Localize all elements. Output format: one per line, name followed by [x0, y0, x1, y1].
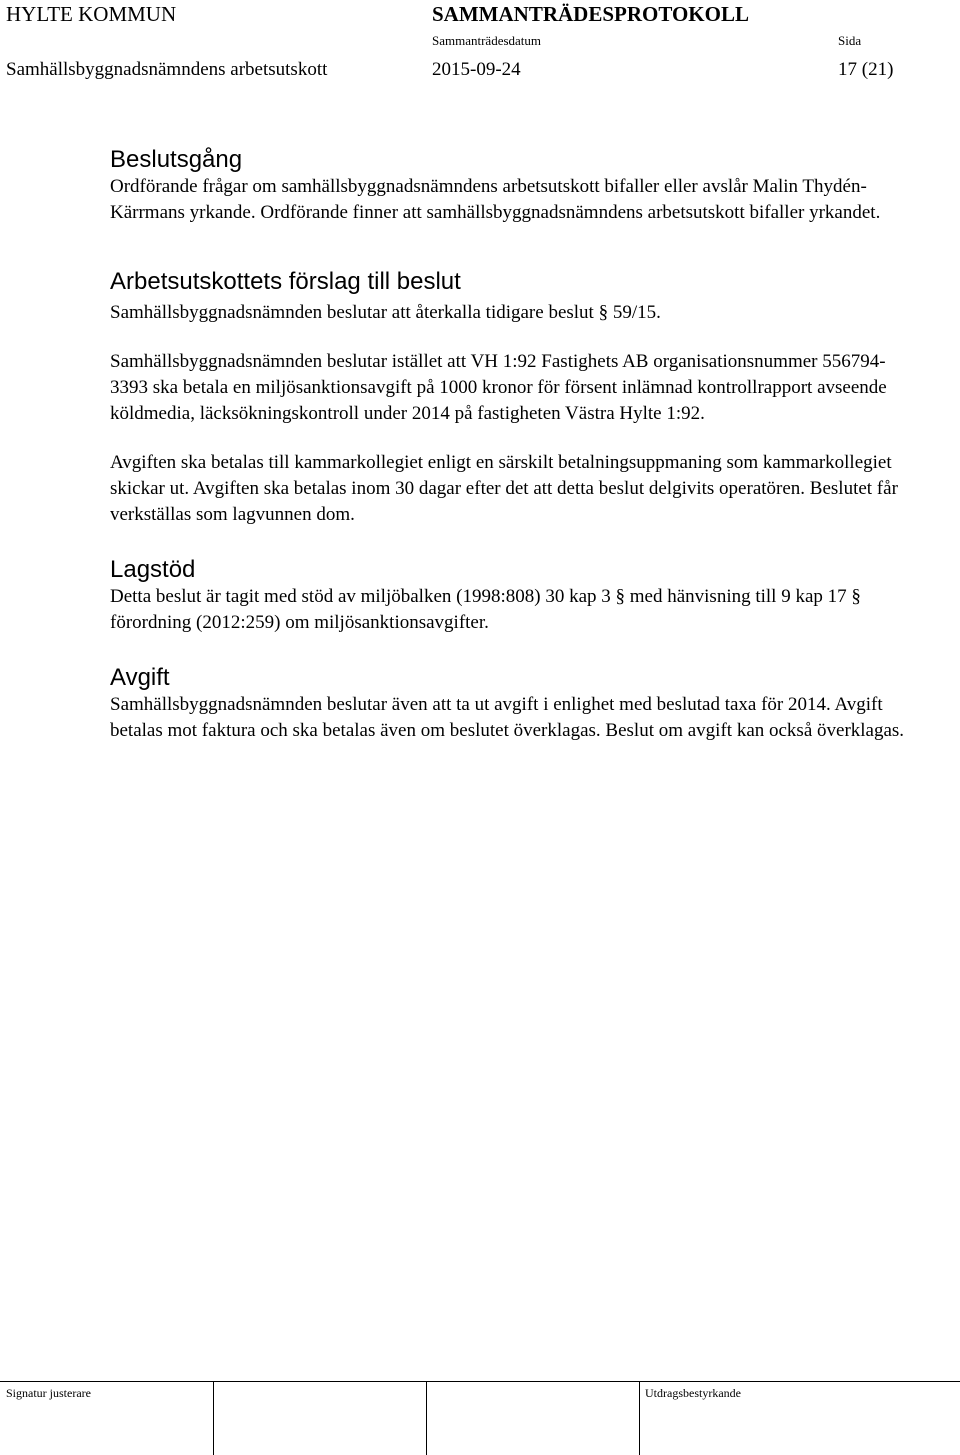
section-heading: Arbetsutskottets förslag till beslut — [110, 268, 461, 295]
extract-label: Utdragsbestyrkande — [645, 1386, 741, 1400]
paragraph: Avgiften ska betalas till kammarkollegiet enligt en särskilt betalningsuppmaning som kammarkollegiet skickar ut. Avgiften ska betalas inom 30 dagar efter det att detta beslut delgivits operatören. Beslutet får verkställas som lagvunnen dom. — [110, 452, 898, 525]
protocol-body — [110, 146, 920, 744]
section-avgift — [110, 664, 920, 744]
committee-name: Samhällsbyggnadsnämndens arbetsutskott — [6, 59, 328, 80]
page-number: 17 (21) — [838, 59, 894, 80]
section-beslutsgang — [110, 146, 920, 226]
signature-table — [0, 1381, 960, 1455]
paragraph: Samhällsbyggnadsnämnden beslutar att återkalla tidigare beslut § 59/15. — [110, 302, 661, 323]
section-forslag — [110, 268, 920, 528]
section-heading: Avgift — [110, 664, 170, 691]
section-heading: Beslutsgång — [110, 146, 243, 173]
paragraph: Ordförande frågar om samhällsbyggnadsnämndens arbetsutskott bifaller eller avslår Malin Thydén-Kärrmans yrkande. Ordförande finner att samhällsbyggnadsnämndens arbetsutskott bifaller yrkandet. — [110, 176, 881, 223]
date-label: Sammanträdesdatum — [432, 33, 542, 48]
paragraph: Detta beslut är tagit med stöd av miljöbalken (1998:808) 30 kap 3 § med hänvisning till 9 kap 17 § förordning (2012:259) om miljösanktionsavgifter. — [110, 586, 861, 633]
paragraph: Samhällsbyggnadsnämnden beslutar istället att VH 1:92 Fastighets AB organisationsnummer 556794-3393 ska betala en miljösanktionsavgift på 1000 kronor för försent inlämnad kontrollrapport avseende köldmedia, läcksökningskontroll under 2014 på fastigheten Västra Hylte 1:92. — [110, 351, 887, 424]
section-lagstod — [110, 556, 920, 636]
extract-box — [639, 1382, 640, 1455]
paragraph: Samhällsbyggnadsnämnden beslutar även att ta ut avgift i enlighet med beslutad taxa för 2014. Avgift betalas mot faktura och ska betalas även om beslutet överklagas. Beslut om avgift kan också överklagas. — [110, 694, 905, 741]
meeting-date: 2015-09-24 — [432, 59, 521, 80]
page-label: Sida — [838, 33, 862, 48]
signature-label: Signatur justerare — [6, 1386, 91, 1400]
signature-box-1 — [213, 1382, 214, 1455]
signature-box-2 — [426, 1382, 427, 1455]
document-type: SAMMANTRÄDESPROTOKOLL — [432, 2, 749, 26]
section-heading: Lagstöd — [110, 556, 196, 583]
org-name: HYLTE KOMMUN — [6, 2, 177, 26]
